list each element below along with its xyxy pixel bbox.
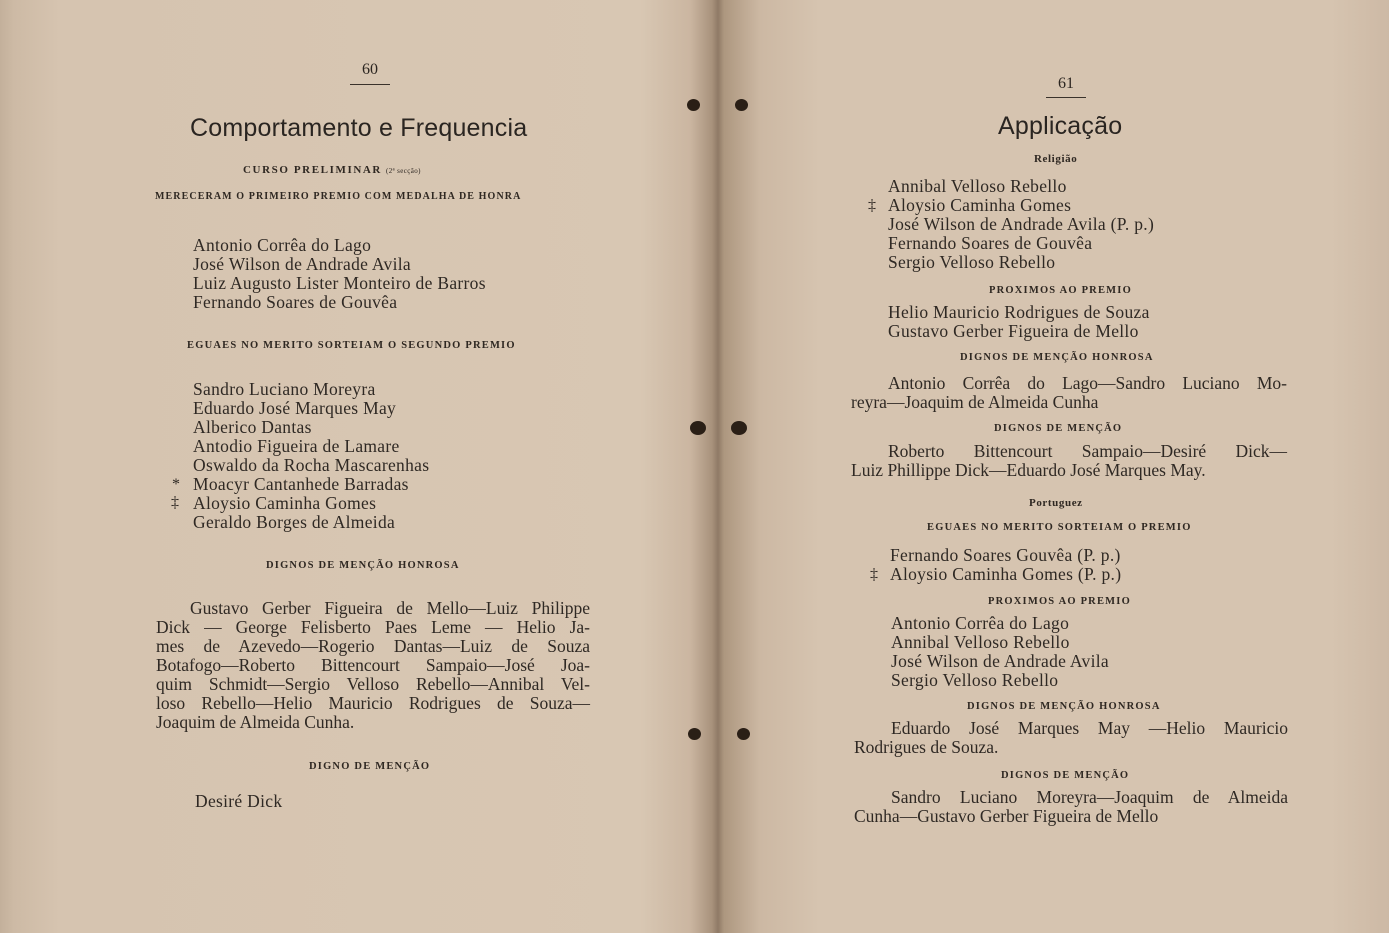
list-item: Annibal Velloso Rebello xyxy=(891,632,1070,652)
paragraph-line: Luiz Phillippe Dick—Eduardo José Marques May. xyxy=(851,460,1206,480)
paragraph-line: Rodrigues de Souza. xyxy=(854,737,999,757)
list-item: Fernando Soares Gouvêa (P. p.) xyxy=(890,545,1121,565)
binding-hole xyxy=(687,99,700,111)
paragraph-line: Eduardo José Marques May —Helio Mauricio xyxy=(891,718,1288,738)
list-item: Alberico Dantas xyxy=(193,417,312,437)
paragraph-line: quim Schmidt—Sergio Velloso Rebello—Annibal Vel- xyxy=(156,674,590,694)
page-title: Applicação xyxy=(998,112,1123,140)
section-heading: DIGNOS DE MENÇÃO xyxy=(1001,770,1130,781)
asterisk-mark: * xyxy=(172,476,180,493)
paragraph-line: Sandro Luciano Moreyra—Joaquim de Almeida xyxy=(891,787,1288,807)
course-note: (2ª secção) xyxy=(385,167,421,175)
paragraph-line: Botafogo—Roberto Bittencourt Sampaio—José Joa- xyxy=(156,655,590,675)
list-item: José Wilson de Andrade Avila xyxy=(193,254,411,274)
paragraph-line: Cunha—Gustavo Gerber Figueira de Mello xyxy=(854,806,1159,826)
list-item: Helio Mauricio Rodrigues de Souza xyxy=(888,302,1150,322)
right-page xyxy=(720,0,1389,933)
section-heading: DIGNOS DE MENÇÃO xyxy=(994,423,1123,434)
list-item: Sergio Velloso Rebello xyxy=(888,252,1056,272)
section-heading: EGUAES NO MERITO SORTEIAM O SEGUNDO PREMIO xyxy=(187,340,516,351)
paragraph-line: reyra—Joaquim de Almeida Cunha xyxy=(851,392,1099,412)
list-item: Sergio Velloso Rebello xyxy=(891,670,1059,690)
dagger-mark: ‡ xyxy=(868,197,876,214)
list-item: Aloysio Caminha Gomes (P. p.) xyxy=(890,564,1122,584)
list-item: Eduardo José Marques May xyxy=(193,398,397,418)
list-item: Sandro Luciano Moreyra xyxy=(193,379,376,399)
paragraph-line: Joaquim de Almeida Cunha. xyxy=(156,712,355,732)
page-number-rule xyxy=(1046,97,1086,98)
section-heading: EGUAES NO MERITO SORTEIAM O PREMIO xyxy=(927,522,1192,533)
honrosa-paragraph xyxy=(851,374,1287,412)
honrosa-paragraph xyxy=(854,719,1288,757)
paragraph-line: Antonio Corrêa do Lago—Sandro Luciano Mo- xyxy=(888,373,1287,393)
list-item: José Wilson de Andrade Avila xyxy=(891,651,1109,671)
dagger-mark: ‡ xyxy=(171,494,179,511)
mencao-paragraph xyxy=(851,442,1287,480)
list-item: Gustavo Gerber Figueira de Mello xyxy=(888,321,1139,341)
section-heading: PROXIMOS AO PREMIO xyxy=(989,285,1132,296)
list-item: Aloysio Caminha Gomes xyxy=(193,493,377,513)
binding-hole xyxy=(688,728,701,740)
page-number-rule xyxy=(350,84,390,85)
subject-heading: Portuguez xyxy=(1029,497,1083,509)
section-heading: PROXIMOS AO PREMIO xyxy=(988,596,1131,607)
paragraph-line: loso Rebello—Helio Mauricio Rodrigues de Souza— xyxy=(156,693,590,713)
binding-hole xyxy=(690,421,706,435)
paragraph-line: mes de Azevedo—Rogerio Dantas—Luiz de Souza xyxy=(156,636,590,656)
list-item: Annibal Velloso Rebello xyxy=(888,176,1067,196)
list-item: Aloysio Caminha Gomes xyxy=(888,195,1072,215)
list-item: Oswaldo da Rocha Mascarenhas xyxy=(193,455,430,475)
section-heading: DIGNOS DE MENÇÃO HONROSA xyxy=(266,560,460,571)
page-number: 61 xyxy=(1058,75,1074,92)
paragraph-line: Gustavo Gerber Figueira de Mello—Luiz Philippe xyxy=(190,598,590,618)
section-heading: MERECERAM O PRIMEIRO PREMIO COM MEDALHA DE HONRA xyxy=(155,191,522,202)
subject-heading: Religião xyxy=(1034,153,1078,165)
list-item: Fernando Soares de Gouvêa xyxy=(193,292,398,312)
section-heading: DIGNOS DE MENÇÃO HONROSA xyxy=(960,352,1154,363)
list-item: José Wilson de Andrade Avila (P. p.) xyxy=(888,214,1155,234)
paragraph-line: Dick — George Felisberto Paes Leme — Helio Ja- xyxy=(156,617,590,637)
course-title: CURSO PRELIMINAR xyxy=(243,164,382,176)
dagger-mark: ‡ xyxy=(870,566,878,583)
section-heading: DIGNO DE MENÇÃO xyxy=(309,761,431,772)
course-heading xyxy=(243,160,421,178)
list-item: Moacyr Cantanhede Barradas xyxy=(193,474,409,494)
list-item: Antonio Corrêa do Lago xyxy=(193,235,372,255)
section-heading: DIGNOS DE MENÇÃO HONROSA xyxy=(967,701,1161,712)
list-item: Fernando Soares de Gouvêa xyxy=(888,233,1093,253)
honrosa-paragraph xyxy=(156,599,590,732)
paragraph-line: Roberto Bittencourt Sampaio—Desiré Dick— xyxy=(888,441,1287,461)
list-item: Luiz Augusto Lister Monteiro de Barros xyxy=(193,273,486,293)
list-item: Antonio Corrêa do Lago xyxy=(891,613,1070,633)
page-number: 60 xyxy=(362,61,378,78)
mencao-paragraph xyxy=(854,788,1288,826)
list-item: Desiré Dick xyxy=(195,791,283,811)
list-item: Antodio Figueira de Lamare xyxy=(193,436,400,456)
list-item: Geraldo Borges de Almeida xyxy=(193,512,396,532)
page-title: Comportamento e Frequencia xyxy=(190,114,528,142)
